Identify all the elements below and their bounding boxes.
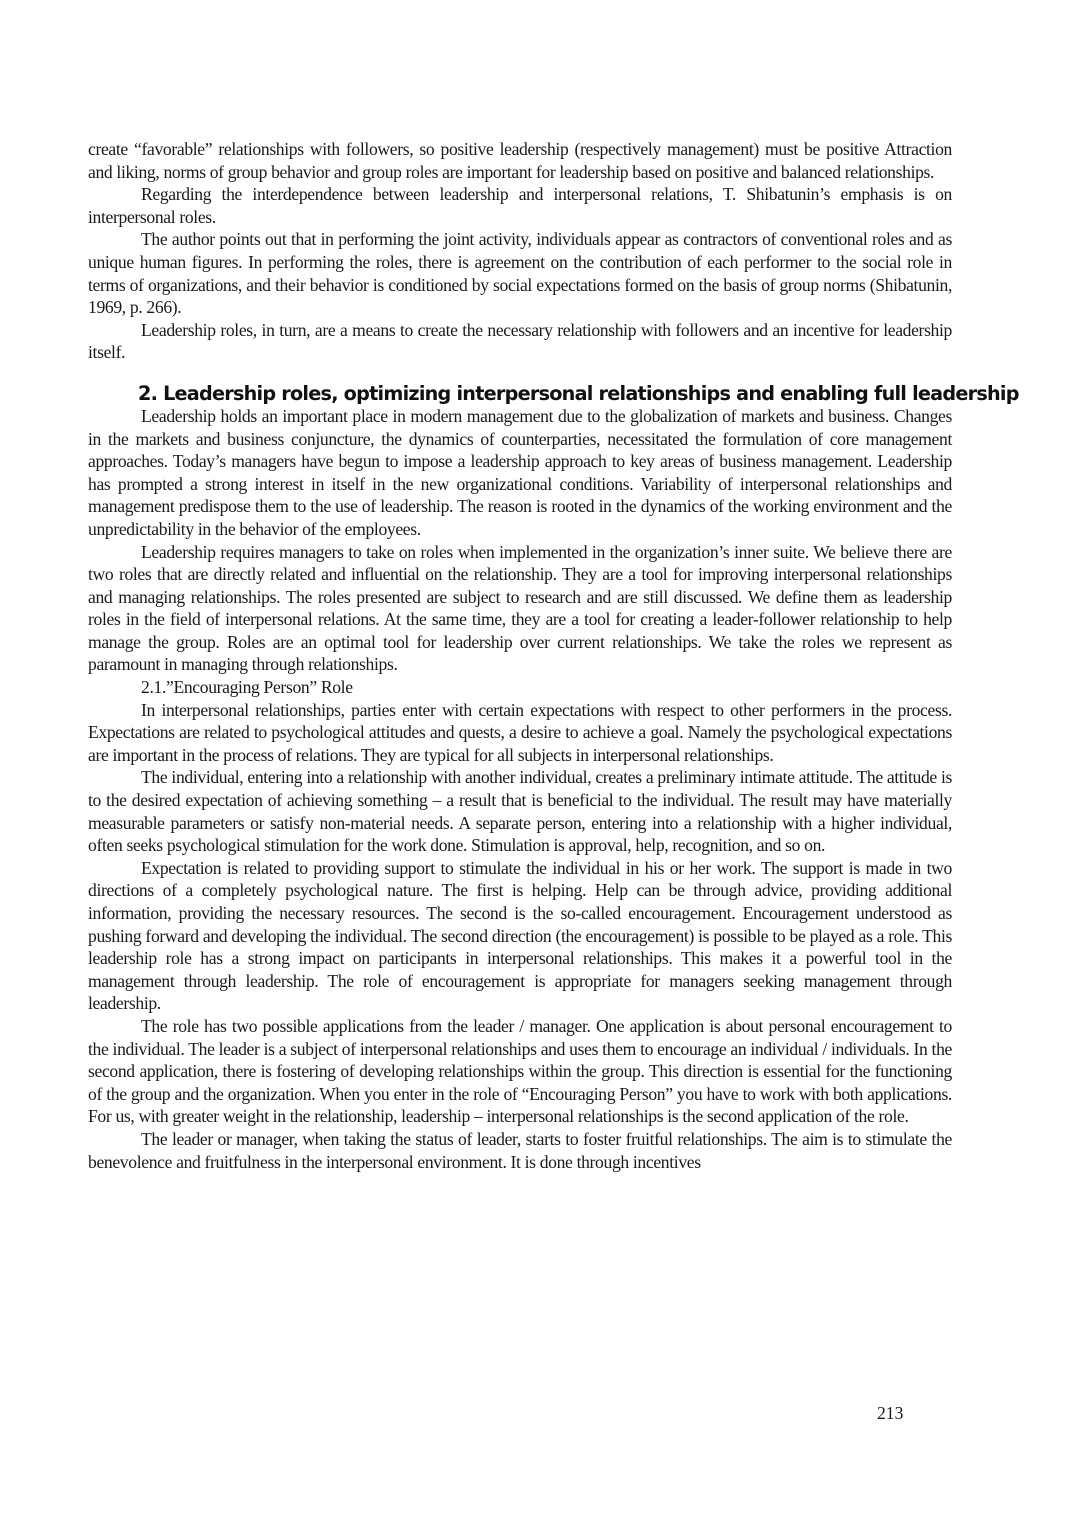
paragraph: Leadership holds an important place in modern management due to the globalization of markets and business. Changes in the markets and business conjuncture, the dynamics of counterparties, necessitated the formulation of core management approaches. Today’s managers have begun to impose a leadership approach to key areas of business management. Leadership has prompted a strong interest in itself in the new organizational conditions. Variability of interpersonal relationships and management predispose them to the use of leadership. The reason is rooted in the dynamics of the working environment and the unpredictability in the behavior of the employees.: [88, 405, 952, 539]
paragraph: Leadership roles, in turn, are a means to create the necessary relationship with followers and an incentive for leadership itself.: [88, 319, 952, 363]
page-body: [88, 138, 1019, 1173]
paragraph: The role has two possible applications from the leader / manager. One application is about personal encouragement to the individual. The leader is a subject of interpersonal relationships and uses them to encourage an individual / individuals. In the second application, there is fostering of developing relationships within the group. This direction is essential for the functioning of the group and the organization. When you enter in the role of “Encouraging Person” you have to work with both applications. For us, with greater weight in the relationship, leadership – interpersonal relationships is the second application of the role.: [88, 1015, 952, 1127]
paragraph: Leadership requires managers to take on roles when implemented in the organization’s inner suite. We believe there are two roles that are directly related and influential on the relationship. They are a tool for improving interpersonal relationships and managing relationships. The roles presented are subject to research and are still discussed. We define them as leadership roles in the field of interpersonal relations. At the same time, they are a tool for creating a leader-follower relationship to help manage the group. Roles are an optimal tool for leadership over current relationships. We take the roles we represent as paramount in managing through relationships.: [88, 541, 952, 675]
paragraph: Expectation is related to providing support to stimulate the individual in his or her work. The support is made in two directions of a completely psychological nature. The first is helping. Help can be through advice, providing additional information, providing the necessary resources. The second is the so-called encouragement. Encouragement understood as pushing forward and developing the individual. The second direction (the encouragement) is possible to be played as a role. This leadership role has a strong impact on participants in interpersonal relationships. This makes it a powerful tool in the management through leadership. The role of encouragement is appropriate for managers seeking management through leadership.: [88, 857, 952, 1014]
paragraph: The leader or manager, when taking the status of leader, starts to foster fruitful relationships. The aim is to stimulate the benevolence and fruitfulness in the interpersonal environment. It is done through incentives: [88, 1128, 952, 1172]
paragraph: Regarding the interdependence between leadership and interpersonal relations, T. Shibatunin’s emphasis is on interpersonal roles.: [88, 184, 952, 227]
paragraph: In interpersonal relationships, parties enter with certain expectations with respect to other performers in the process. Expectations are related to psychological attitudes and quests, a desire to achieve a goal. Namely the psychological expectations are important in the process of relations. They are typical for all subjects in interpersonal relationships.: [88, 699, 952, 765]
page-number: 213: [877, 1403, 904, 1423]
paragraph-continuation: create “favorable” relationships with followers, so positive leadership (respectively management) must be positive Attraction and liking, norms of group behavior and group roles are important for leadership based on positive and balanced relationships.: [88, 139, 952, 182]
paragraph: The author points out that in performing the joint activity, individuals appear as contractors of conventional roles and as unique human figures. In performing the roles, there is agreement on the contribution of each performer to the social role in terms of organizations, and their behavior is conditioned by social expectations formed on the basis of group norms (Shibatunin, 1969, p. 266).: [88, 229, 952, 318]
paragraph: The individual, entering into a relationship with another individual, creates a preliminary intimate attitude. The attitude is to the desired expectation of achieving something – a result that is beneficial to the individual. The result may have materially measurable parameters or satisfy non-material needs. A separate person, entering into a relationship with a higher individual, often seeks psychological stimulation for the work done. Stimulation is approval, help, recognition, and so on.: [88, 767, 952, 856]
subsection-heading: 2.1.”Encouraging Person” Role: [141, 677, 353, 698]
text-block: [88, 138, 1019, 1173]
section-heading: 2. Leadership roles, optimizing interpersonal relationships and enabling full leadership: [138, 381, 1019, 405]
